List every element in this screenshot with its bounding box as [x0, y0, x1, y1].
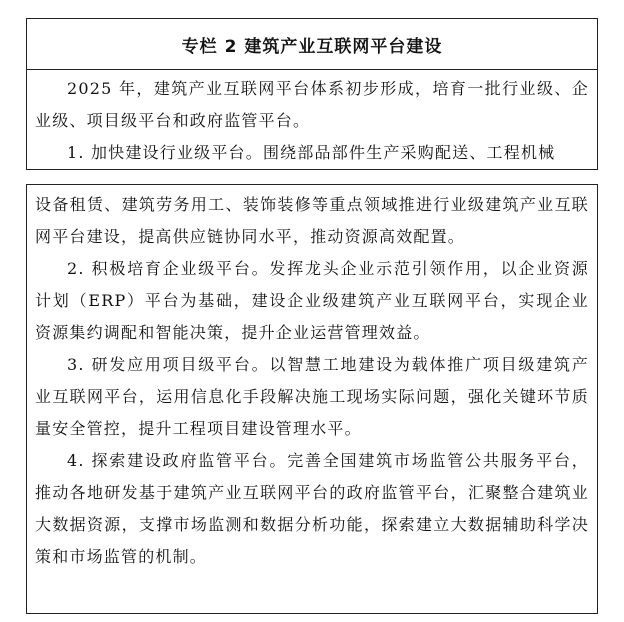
column-body-bottom [27, 185, 597, 573]
paragraph-item-4: 4. 探索建设政府监管平台。完善全国建筑市场监管公共服务平台，推动各地研发基于建筑产业互联网平台的政府监管平台，汇聚整合建筑业大数据资源，支撑市场监测和数据分析功能，探索建立大数据辅助科学决策和市场监管的机制。 [35, 451, 589, 566]
paragraph-item-3: 3. 研发应用项目级平台。以智慧工地建设为载体推广项目级建筑产业互联网平台，运用信息化手段解决施工现场实际问题，强化关键环节质量安全管控，提升工程项目建设管理水平。 [35, 355, 589, 438]
column-body-top [27, 70, 597, 169]
column-box-bottom [26, 184, 598, 614]
paragraph-item-2: 2. 积极培育企业级平台。发挥龙头企业示范引领作用，以企业资源计划（ERP）平台为基础，建设企业级建筑产业互联网平台，实现企业资源集约调配和智能决策，提升企业运营管理效益。 [35, 259, 589, 342]
paragraph-item-1-start: 1. 加快建设行业级平台。围绕部品部件生产采购配送、工程机械 [67, 143, 556, 162]
column-box-top [26, 18, 598, 170]
paragraph-item-1-continued: 设备租赁、建筑劳务用工、装饰装修等重点领域推进行业级建筑产业互联网平台建设，提高供应链协同水平，推动资源高效配置。 [35, 195, 589, 246]
column-title: 专栏 2 建筑产业互联网平台建设 [27, 19, 597, 70]
paragraph-intro: 2025 年，建筑产业互联网平台体系初步形成，培育一批行业级、企业级、项目级平台和政府监管平台。 [35, 79, 589, 130]
